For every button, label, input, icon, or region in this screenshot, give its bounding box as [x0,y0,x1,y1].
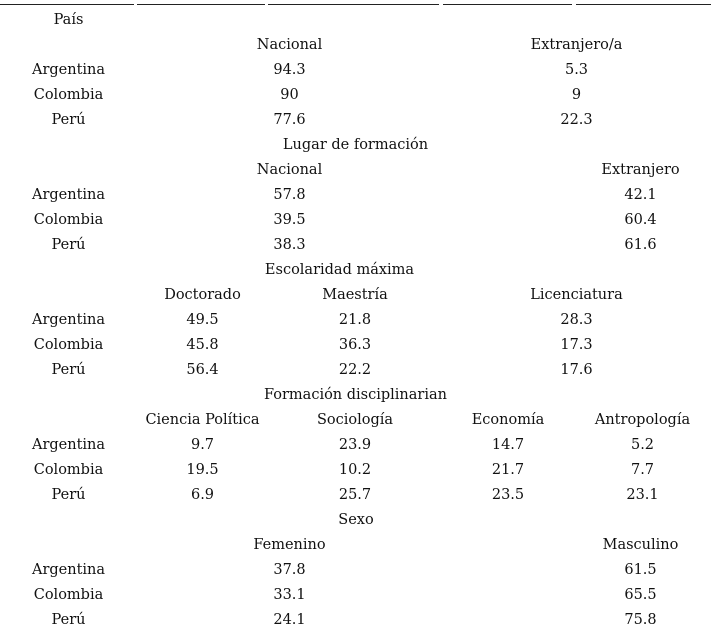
row-label: Perú [51,611,86,628]
table-row [0,57,711,82]
row-label: Argentina [31,186,106,203]
column-header: Economía [471,411,545,428]
row-label: Colombia [33,461,104,478]
row-label: Argentina [31,436,106,453]
column-header-row [0,282,711,307]
column-header: Maestría [322,286,388,303]
cell: 77.6 [273,111,306,128]
cell: 42.1 [624,186,657,203]
cell: 9 [571,86,582,103]
section-title-row [0,132,711,157]
column-header: Femenino [253,536,326,553]
section-title: Lugar de formación [282,136,429,153]
cell: 37.8 [273,561,306,578]
row-label: Colombia [33,86,104,103]
cell: 21.7 [491,461,525,478]
cell: 23.9 [338,436,372,453]
cell: 38.3 [273,236,306,253]
cell: 36.3 [338,336,372,353]
cell: 49.5 [186,311,219,328]
table-row [0,357,711,382]
cell: 24.1 [273,611,306,628]
row-label: Colombia [33,336,104,353]
section-title-row [0,382,711,407]
cell: 61.6 [624,236,657,253]
table-row [0,607,711,632]
column-header-row [0,157,711,182]
row-label: Perú [51,486,86,503]
table-row [0,582,711,607]
row-label: Argentina [31,561,106,578]
column-header: Sociología [316,411,394,428]
cell: 14.7 [491,436,525,453]
column-header: Licenciatura [530,286,623,303]
column-header-row [0,407,711,432]
rule [268,4,439,5]
top-rules [0,4,711,6]
rule [0,4,134,5]
cell: 45.8 [186,336,219,353]
section-title: Formación disciplinarian [264,386,447,403]
rule [443,4,572,5]
data-table [0,7,711,632]
table-row [0,482,711,507]
row-label: Perú [51,361,86,378]
column-header: Antropología [594,411,691,428]
header-row [0,7,711,32]
column-header-row [0,532,711,557]
table-row [0,207,711,232]
table-row [0,107,711,132]
row-label: Colombia [33,211,104,228]
cell: 56.4 [186,361,219,378]
table-row [0,82,711,107]
rule [137,4,265,5]
cell: 65.5 [624,586,657,603]
row-label: Perú [51,111,86,128]
table-row [0,232,711,257]
cell: 22.2 [338,361,372,378]
section-title: Sexo [338,511,374,528]
cell: 21.8 [338,311,372,328]
cell: 10.2 [338,461,372,478]
cell: 90 [280,86,299,103]
cell: 17.6 [560,361,593,378]
country-header: País [53,11,84,28]
cell: 33.1 [273,586,306,603]
cell: 23.1 [626,486,659,503]
column-header: Nacional [256,36,323,53]
cell: 22.3 [560,111,593,128]
column-header: Extranjero/a [530,36,623,53]
rule [576,4,711,5]
section-title-row [0,507,711,532]
cell: 5.3 [564,61,589,78]
cell: 9.7 [190,436,215,453]
cell: 61.5 [624,561,657,578]
cell: 25.7 [338,486,372,503]
cell: 94.3 [273,61,306,78]
table-row [0,182,711,207]
section-title-row [0,257,711,282]
cell: 57.8 [273,186,306,203]
table-row [0,457,711,482]
table-row [0,557,711,582]
column-header: Ciencia Política [145,411,260,428]
cell: 6.9 [190,486,215,503]
column-header: Masculino [602,536,679,553]
cell: 60.4 [624,211,657,228]
section-title: Escolaridad máxima [264,261,415,278]
cell: 17.3 [560,336,593,353]
cell: 75.8 [624,611,657,628]
table-row [0,432,711,457]
row-label: Colombia [33,586,104,603]
row-label: Perú [51,236,86,253]
cell: 7.7 [630,461,655,478]
row-label: Argentina [31,311,106,328]
column-header-row [0,32,711,57]
cell: 28.3 [560,311,593,328]
cell: 23.5 [491,486,525,503]
column-header: Doctorado [164,286,241,303]
cell: 5.2 [630,436,655,453]
column-header: Extranjero [601,161,680,178]
cell: 19.5 [186,461,219,478]
table-row [0,307,711,332]
column-header: Nacional [256,161,323,178]
row-label: Argentina [31,61,106,78]
table-row [0,332,711,357]
cell: 39.5 [273,211,306,228]
